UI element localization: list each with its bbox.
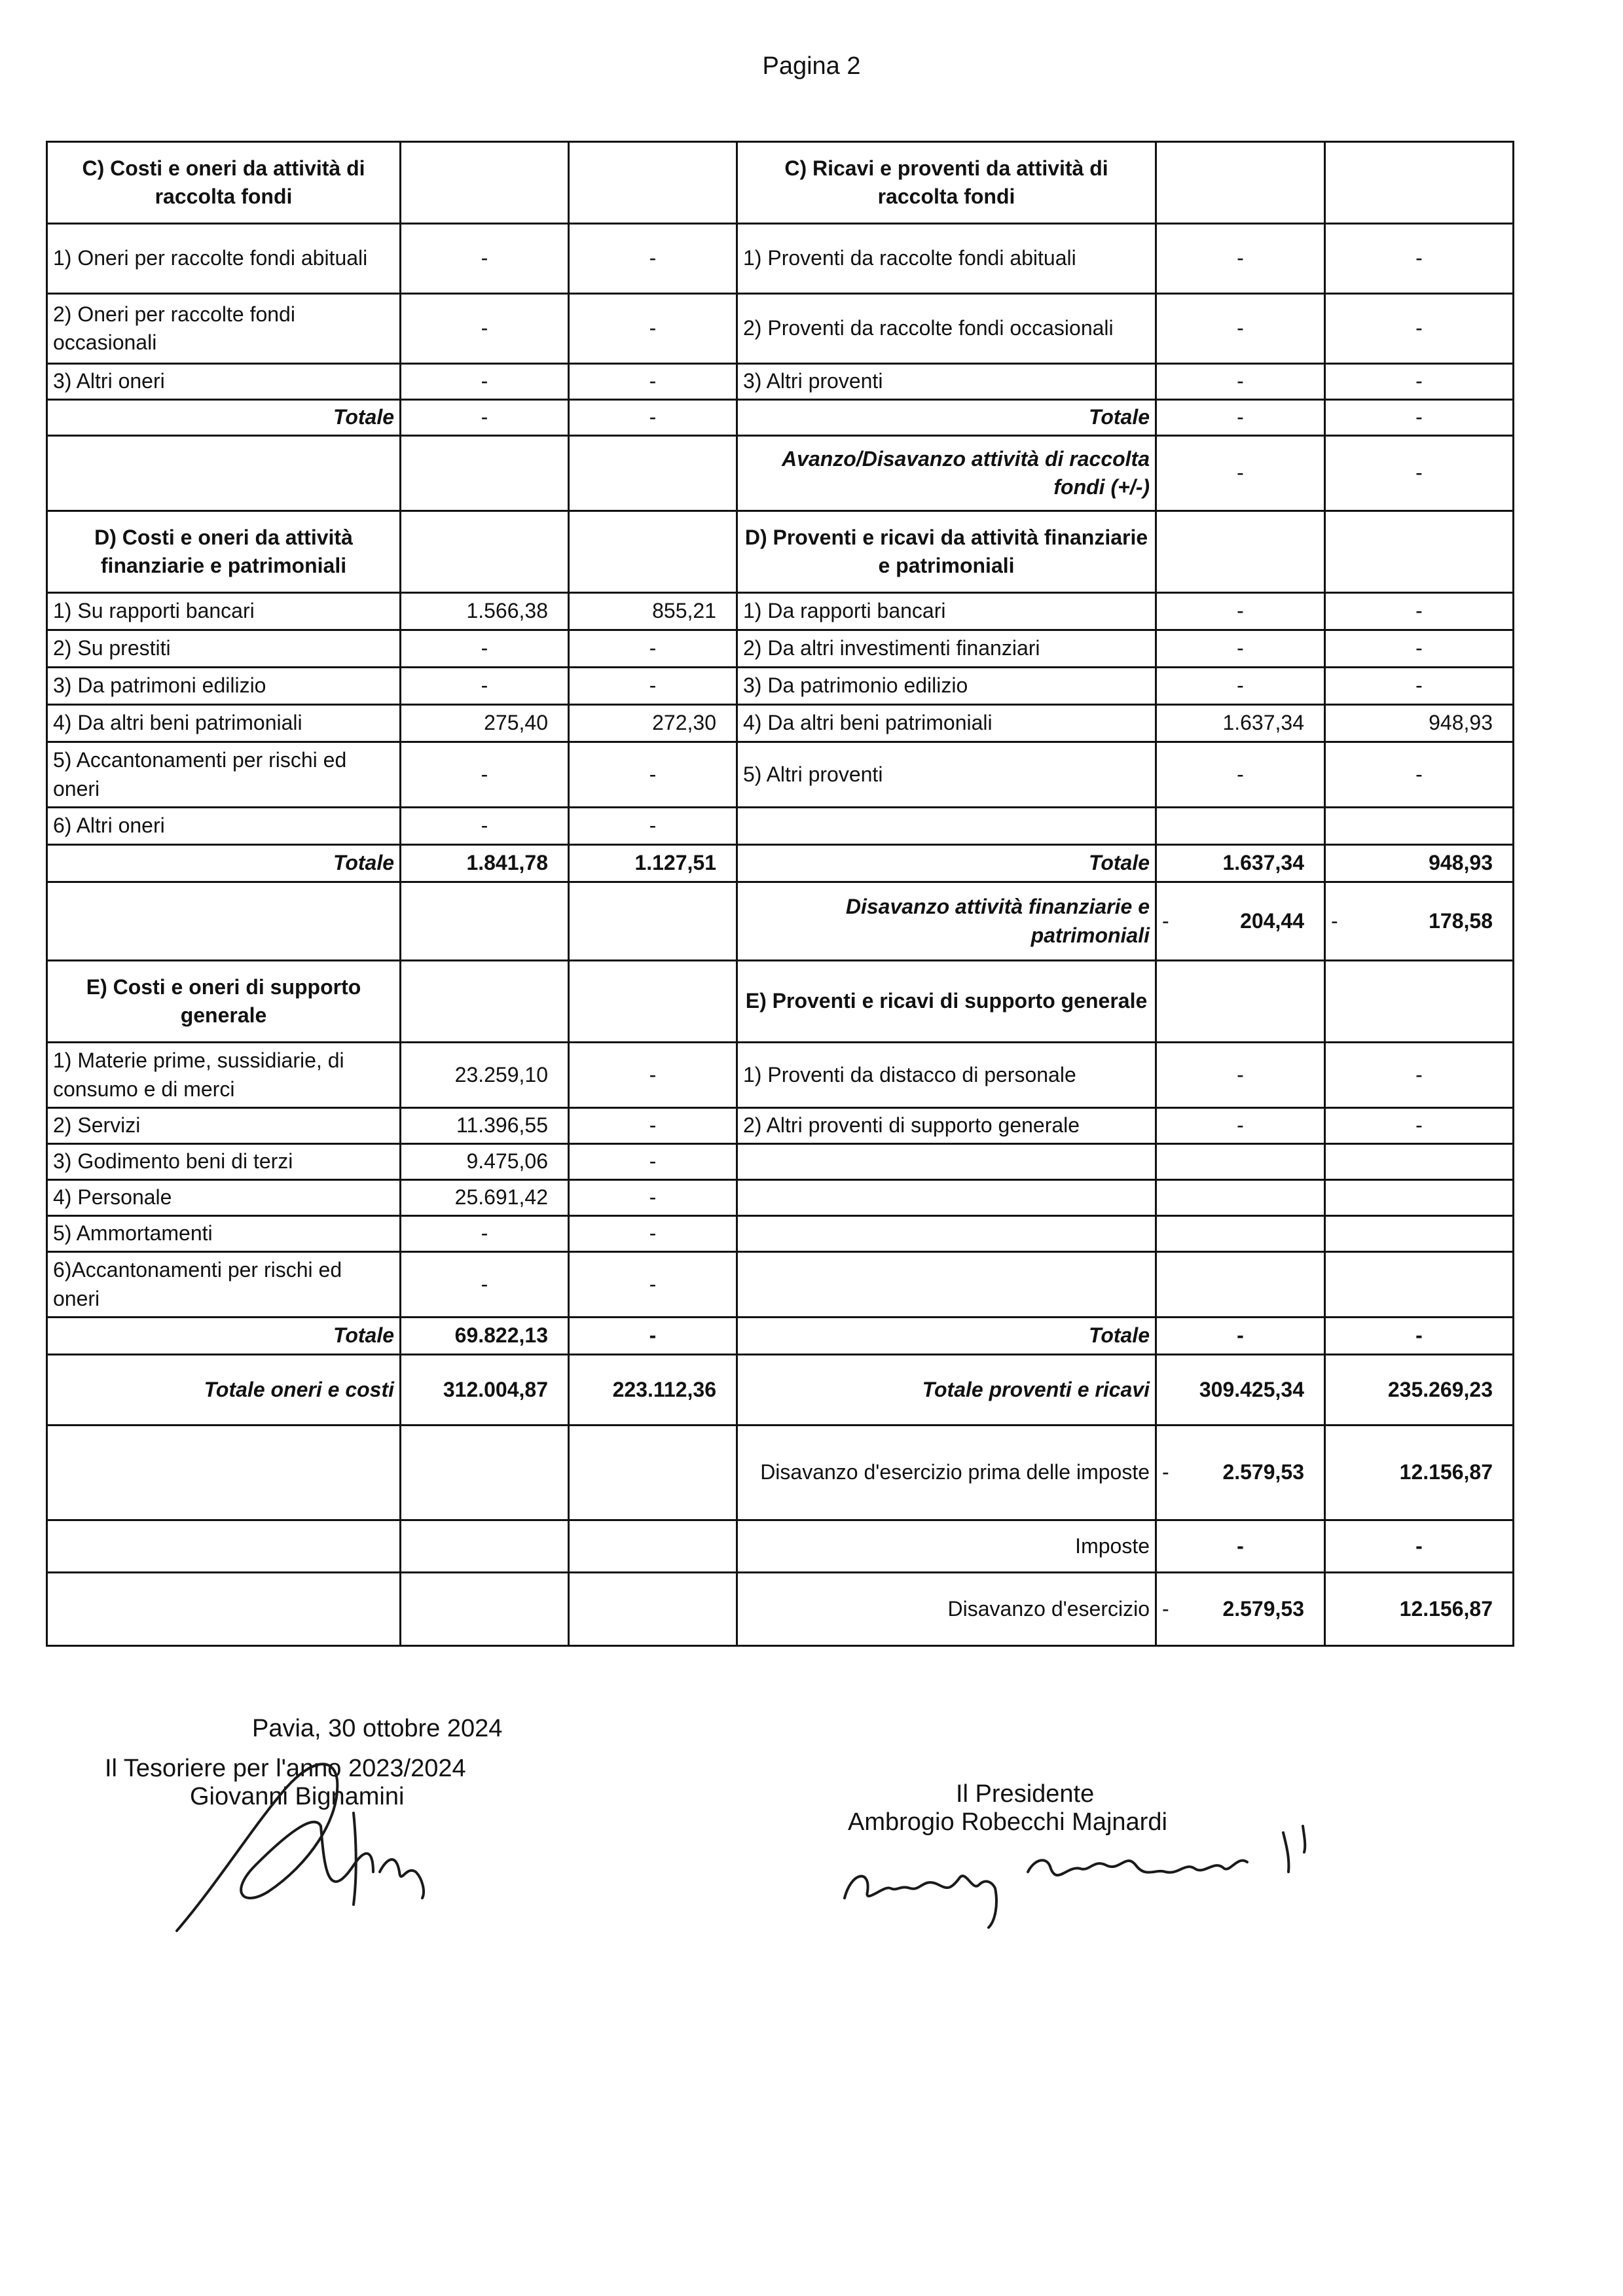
treasurer-handwritten-signature [157,1734,471,1950]
place-date: Pavia, 30 ottobre 2024 [252,1715,503,1742]
revenue-label [737,1180,1156,1216]
revenue-current [1156,1144,1325,1180]
grand-total-cost-current: 312.004,87 [401,1355,569,1426]
revenue-current [1156,808,1325,845]
taxes-label: Imposte [737,1520,1156,1573]
table-row [47,808,1514,845]
cost-previous: - [569,1144,737,1180]
cost-label: 3) Altri oneri [47,364,401,400]
table-row [47,364,1514,400]
revenue-previous: - [1325,742,1514,808]
cost-total-previous: - [569,1318,737,1355]
page-number: Pagina 2 [762,52,861,80]
taxes-previous: - [1325,1520,1514,1573]
result-previous-value: 178,58 [1429,908,1493,933]
revenue-label: 2) Altri proventi di supporto generale [737,1108,1156,1144]
revenue-label: 2) Da altri investimenti finanziari [737,630,1156,668]
revenue-current: - [1156,593,1325,630]
revenue-label [737,1216,1156,1252]
revenue-current: - [1156,630,1325,668]
revenue-label [737,1252,1156,1318]
section-e-cost-header: E) Costi e oneri di supporto generale [47,961,401,1043]
cost-current: 9.475,06 [401,1144,569,1180]
table-row [47,224,1514,294]
treasurer-role: Il Tesoriere per l'anno 2023/2024 [105,1755,466,1782]
cost-label: 3) Godimento beni di terzi [47,1144,401,1180]
revenue-current: - [1156,224,1325,294]
revenue-current [1156,1216,1325,1252]
table-row [47,742,1514,808]
cost-current: - [401,668,569,705]
revenue-current: - [1156,364,1325,400]
revenue-current: - [1156,294,1325,364]
revenue-label: 3) Altri proventi [737,364,1156,400]
final-result-current [1156,1573,1325,1646]
section-c-result-row [47,436,1514,511]
cost-previous: - [569,294,737,364]
revenue-total-current: 1.637,34 [1156,845,1325,882]
cost-previous: - [569,1108,737,1144]
table-row [47,1216,1514,1252]
taxes-current: - [1156,1520,1325,1573]
table-row [47,1108,1514,1144]
revenue-current: - [1156,668,1325,705]
cost-previous: 272,30 [569,705,737,742]
section-c-revenue-header: C) Ricavi e proventi da attività di raccolta fondi [737,142,1156,224]
grand-total-revenue-previous: 235.269,23 [1325,1355,1514,1426]
cost-current: - [401,630,569,668]
revenue-previous: - [1325,1043,1514,1108]
financial-statement-table [46,141,1514,1647]
cost-label: 2) Su prestiti [47,630,401,668]
revenue-previous [1325,1144,1514,1180]
cost-previous: - [569,1252,737,1318]
revenue-previous [1325,1180,1514,1216]
president-handwritten-signature [831,1806,1329,1937]
revenue-label [737,808,1156,845]
cost-current: 23.259,10 [401,1043,569,1108]
table-row [47,668,1514,705]
revenue-previous [1325,808,1514,845]
pre-tax-result-row [47,1426,1514,1520]
cost-current: - [401,364,569,400]
section-c-cost-header: C) Costi e oneri da attività di raccolta fondi [47,142,401,224]
total-label: Totale [47,400,401,436]
negative-sign: - [1162,1596,1169,1621]
cost-label: 2) Oneri per raccolte fondi occasionali [47,294,401,364]
revenue-label: 1) Da rapporti bancari [737,593,1156,630]
pre-tax-current-value: 2.579,53 [1222,1460,1304,1484]
president-role: Il Presidente [956,1780,1095,1808]
section-d-header-row [47,511,1514,593]
total-label: Totale [47,1318,401,1355]
total-label: Totale [737,1318,1156,1355]
result-current [1156,882,1325,961]
revenue-label: 3) Da patrimonio edilizio [737,668,1156,705]
grand-total-row [47,1355,1514,1426]
result-current: - [1156,436,1325,511]
cost-total-current: - [401,400,569,436]
total-label: Totale [737,845,1156,882]
pre-tax-label: Disavanzo d'esercizio prima delle imposte [737,1426,1156,1520]
treasurer-name: Giovanni Bignamini [190,1783,405,1810]
section-d-cost-header: D) Costi e oneri da attività finanziarie e patrimoniali [47,511,401,593]
cost-total-current: 1.841,78 [401,845,569,882]
total-label: Totale [737,400,1156,436]
section-c-header-row [47,142,1514,224]
cost-current: 275,40 [401,705,569,742]
negative-sign: - [1331,908,1338,933]
pre-tax-current [1156,1426,1325,1520]
cost-label: 2) Servizi [47,1108,401,1144]
cost-label: 3) Da patrimoni edilizio [47,668,401,705]
revenue-current: - [1156,1043,1325,1108]
result-label: Avanzo/Disavanzo attività di raccolta fondi (+/-) [737,436,1156,511]
cost-previous: - [569,742,737,808]
cost-previous: - [569,668,737,705]
cost-current: - [401,1216,569,1252]
cost-current: - [401,294,569,364]
revenue-previous [1325,1216,1514,1252]
section-e-total-row [47,1318,1514,1355]
revenue-previous [1325,1252,1514,1318]
cost-total-previous: 1.127,51 [569,845,737,882]
section-e-header-row [47,961,1514,1043]
cost-previous: - [569,1216,737,1252]
cost-label: 6)Accantonamenti per rischi ed oneri [47,1252,401,1318]
revenue-previous: - [1325,294,1514,364]
result-current-value: 204,44 [1240,908,1304,933]
president-name: Ambrogio Robecchi Majnardi [848,1808,1167,1836]
cost-label: 6) Altri oneri [47,808,401,845]
cost-label: 1) Oneri per raccolte fondi abituali [47,224,401,294]
revenue-current [1156,1180,1325,1216]
cost-previous: 855,21 [569,593,737,630]
cost-previous: - [569,224,737,294]
cost-label: 1) Su rapporti bancari [47,593,401,630]
table-row [47,593,1514,630]
revenue-total-previous: 948,93 [1325,845,1514,882]
revenue-previous: - [1325,593,1514,630]
revenue-label: 1) Proventi da distacco di personale [737,1043,1156,1108]
final-result-current-value: 2.579,53 [1222,1596,1304,1621]
revenue-label: 1) Proventi da raccolte fondi abituali [737,224,1156,294]
cost-previous: - [569,1180,737,1216]
cost-current: - [401,808,569,845]
cost-previous: - [569,1043,737,1108]
cost-total-current: 69.822,13 [401,1318,569,1355]
negative-sign: - [1162,908,1169,933]
cost-label: 4) Da altri beni patrimoniali [47,705,401,742]
section-d-total-row [47,845,1514,882]
negative-sign: - [1162,1460,1169,1484]
revenue-previous: - [1325,224,1514,294]
revenue-previous: - [1325,1108,1514,1144]
cost-current: 25.691,42 [401,1180,569,1216]
taxes-row [47,1520,1514,1573]
cost-total-previous: - [569,400,737,436]
cost-label: 1) Materie prime, sussidiarie, di consumo e di merci [47,1043,401,1108]
result-previous: - [1325,436,1514,511]
cost-current: - [401,1252,569,1318]
revenue-label [737,1144,1156,1180]
final-result-row [47,1573,1514,1646]
revenue-previous: 948,93 [1325,705,1514,742]
cost-previous: - [569,364,737,400]
section-d-result-row [47,882,1514,961]
result-previous [1325,882,1514,961]
revenue-current: - [1156,742,1325,808]
table-row [47,630,1514,668]
final-result-label: Disavanzo d'esercizio [737,1573,1156,1646]
cost-label: 4) Personale [47,1180,401,1216]
revenue-current: 1.637,34 [1156,705,1325,742]
table-row [47,705,1514,742]
revenue-label: 4) Da altri beni patrimoniali [737,705,1156,742]
revenue-label: 2) Proventi da raccolte fondi occasionali [737,294,1156,364]
revenue-label: 5) Altri proventi [737,742,1156,808]
final-result-previous: 12.156,87 [1325,1573,1514,1646]
section-d-revenue-header: D) Proventi e ricavi da attività finanziarie e patrimoniali [737,511,1156,593]
grand-total-cost-label: Totale oneri e costi [47,1355,401,1426]
revenue-total-previous: - [1325,400,1514,436]
table-row [47,1180,1514,1216]
total-label: Totale [47,845,401,882]
cost-current: 11.396,55 [401,1108,569,1144]
grand-total-revenue-label: Totale proventi e ricavi [737,1355,1156,1426]
table-row [47,1252,1514,1318]
revenue-total-current: - [1156,400,1325,436]
section-c-total-row [47,400,1514,436]
cost-current: 1.566,38 [401,593,569,630]
grand-total-revenue-current: 309.425,34 [1156,1355,1325,1426]
table-row [47,1043,1514,1108]
cost-label: 5) Ammortamenti [47,1216,401,1252]
revenue-previous: - [1325,630,1514,668]
revenue-current [1156,1252,1325,1318]
revenue-total-previous: - [1325,1318,1514,1355]
cost-label: 5) Accantonamenti per rischi ed oneri [47,742,401,808]
section-e-revenue-header: E) Proventi e ricavi di supporto generale [737,961,1156,1043]
revenue-previous: - [1325,668,1514,705]
revenue-total-current: - [1156,1318,1325,1355]
revenue-previous: - [1325,364,1514,400]
table-row [47,294,1514,364]
cost-current: - [401,224,569,294]
cost-previous: - [569,630,737,668]
pre-tax-previous: 12.156,87 [1325,1426,1514,1520]
table-row [47,1144,1514,1180]
cost-current: - [401,742,569,808]
result-label: Disavanzo attività finanziarie e patrimoniali [737,882,1156,961]
grand-total-cost-previous: 223.112,36 [569,1355,737,1426]
revenue-current: - [1156,1108,1325,1144]
cost-previous: - [569,808,737,845]
